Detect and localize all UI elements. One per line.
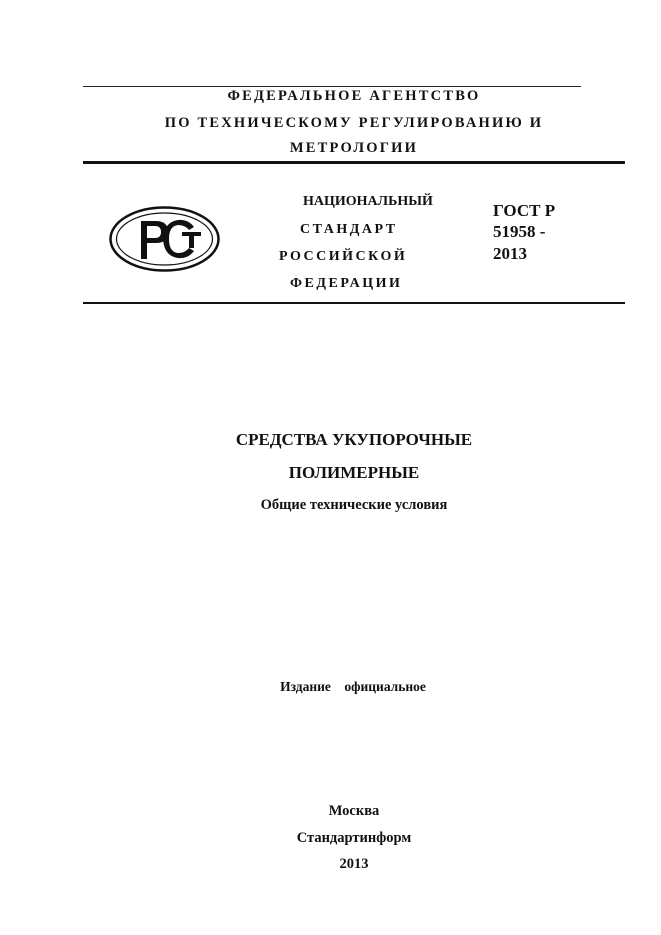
national-label: НАЦИОНАЛЬНЫЙ [303,194,433,209]
title-line-2: ПОЛИМЕРНЫЕ [288,463,420,482]
subtitle: Общие технические условия [260,497,448,513]
title-line-1: СРЕДСТВА УКУПОРОЧНЫЕ [235,430,473,449]
rst-mark-icon [108,205,221,273]
publisher: Стандартинформ [296,830,412,846]
standard-bottom-rule [83,302,625,304]
gost-code-line-2: 51958 - [493,222,546,241]
year: 2013 [339,856,369,872]
gost-code-line-3: 2013 [493,244,527,263]
top-rule [83,86,581,87]
header-bottom-rule [83,161,625,164]
russian-label: РОССИЙСКОЙ [279,249,408,264]
federation-label: ФЕДЕРАЦИИ [290,276,403,291]
agency-line-2: ПО ТЕХНИЧЕСКОМУ РЕГУЛИРОВАНИЮ И [164,115,544,131]
edition-note: Издание официальное [280,679,426,694]
agency-line-1: ФЕДЕРАЛЬНОЕ АГЕНТСТВО [227,88,481,104]
agency-line-3: МЕТРОЛОГИИ [289,140,419,156]
gost-code-line-1: ГОСТ Р [493,201,556,220]
standard-label: СТАНДАРТ [300,222,398,237]
city: Москва [328,803,380,819]
